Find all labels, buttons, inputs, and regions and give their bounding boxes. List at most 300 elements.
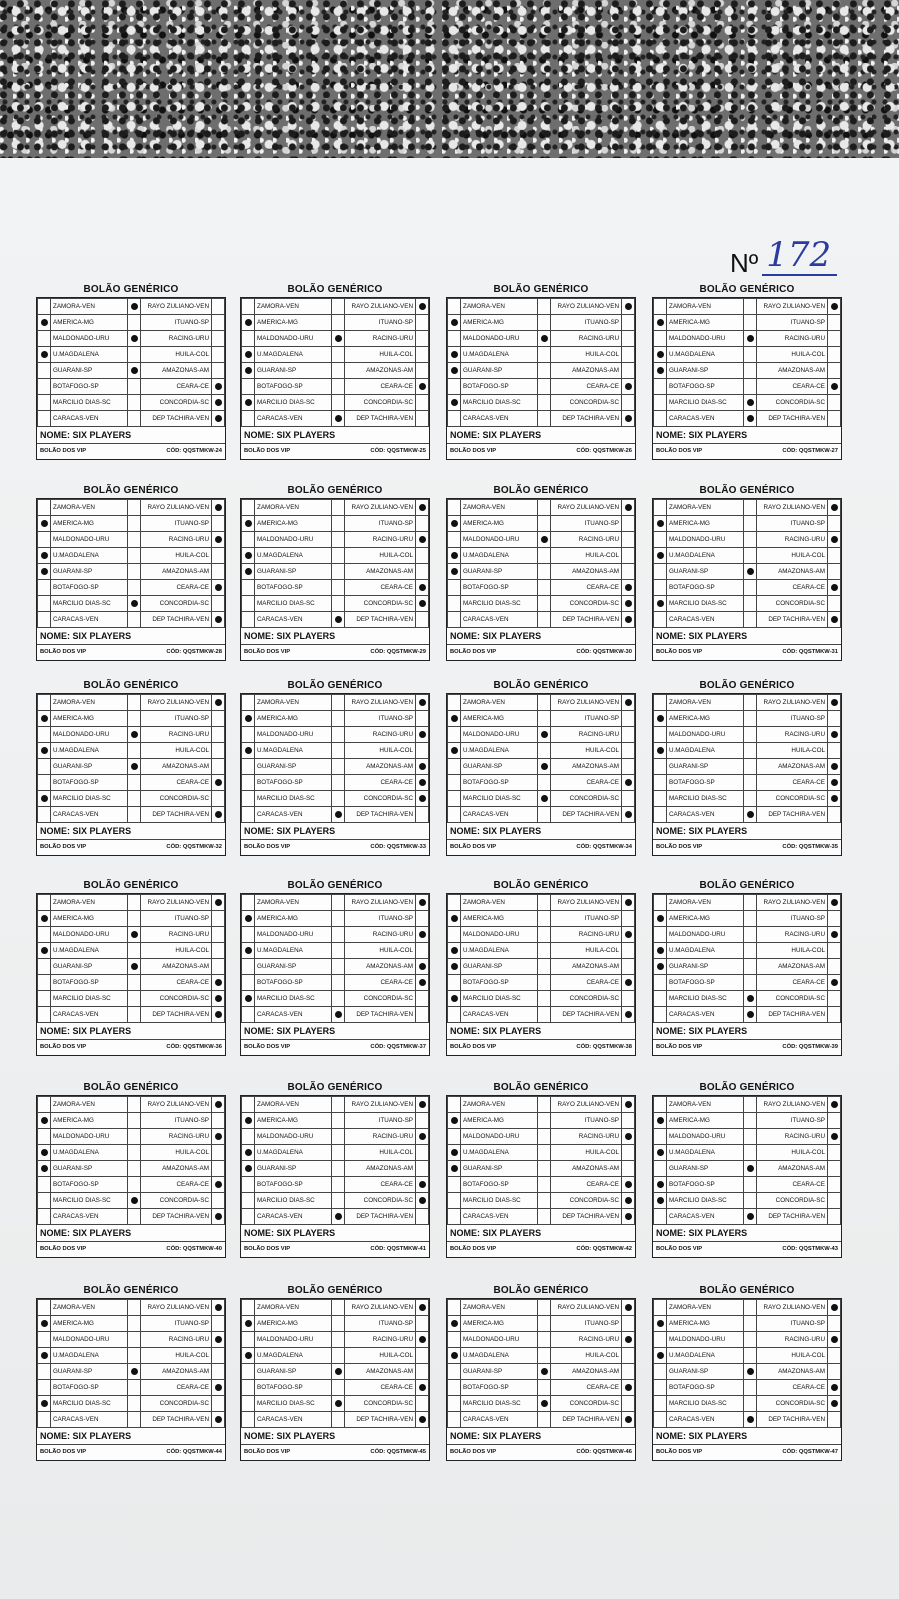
- home-mark-cell: [242, 532, 255, 548]
- pick-mark: [419, 963, 426, 970]
- home-mark-cell: [654, 727, 667, 743]
- pick-mark: [41, 1352, 48, 1359]
- away-mark-cell: [828, 1332, 841, 1348]
- away-mark-cell: [622, 580, 635, 596]
- away-mark-cell: [416, 1364, 429, 1380]
- home-mark-cell: [448, 395, 461, 411]
- ticket: [652, 483, 842, 661]
- pick-mark: [451, 1149, 458, 1156]
- game-row: [38, 1209, 225, 1225]
- home-mark-cell: [448, 991, 461, 1007]
- away-mark-cell: [416, 1145, 429, 1161]
- ticket-footer-label: BOLÃO DOS VIP: [244, 649, 291, 655]
- game-row: [654, 1364, 841, 1380]
- home-team: ZAMORA-VEN: [51, 1097, 128, 1113]
- ticket-footer: [241, 1040, 429, 1055]
- home-team: MALDONADO-URU: [255, 1129, 332, 1145]
- ticket-code: CÓD: QQSTMKW-44: [166, 1449, 222, 1455]
- ticket-footer-label: BOLÃO DOS VIP: [40, 649, 87, 655]
- away-mark-cell: [416, 315, 429, 331]
- home-mark-cell: [38, 991, 51, 1007]
- home-mark-cell: [654, 1364, 667, 1380]
- ticket-footer-label: BOLÃO DOS VIP: [656, 844, 703, 850]
- draw-mark-cell: [128, 564, 141, 580]
- away-mark-cell: [416, 1348, 429, 1364]
- away-team: RACING-URU: [345, 532, 416, 548]
- away-mark-cell: [416, 580, 429, 596]
- pick-mark: [625, 699, 632, 706]
- home-team: MARCILIO DIAS-SC: [667, 1193, 744, 1209]
- away-mark-cell: [212, 1396, 225, 1412]
- game-row: [448, 363, 635, 379]
- away-team: RACING-URU: [757, 532, 828, 548]
- home-mark-cell: [654, 711, 667, 727]
- draw-mark-cell: [332, 315, 345, 331]
- home-team: CARACAS-VEN: [667, 1412, 744, 1428]
- away-team: CONCORDIA-SC: [757, 791, 828, 807]
- home-mark-cell: [654, 943, 667, 959]
- draw-mark-cell: [332, 959, 345, 975]
- home-mark-cell: [242, 1396, 255, 1412]
- game-row: [654, 500, 841, 516]
- game-row: [448, 927, 635, 943]
- ticket-code: CÓD: QQSTMKW-24: [166, 448, 222, 454]
- home-mark-cell: [654, 759, 667, 775]
- away-mark-cell: [212, 1209, 225, 1225]
- home-team: MALDONADO-URU: [255, 532, 332, 548]
- draw-mark-cell: [128, 695, 141, 711]
- home-mark-cell: [654, 315, 667, 331]
- home-mark-cell: [242, 959, 255, 975]
- draw-mark-cell: [128, 1113, 141, 1129]
- away-mark-cell: [212, 331, 225, 347]
- home-team: MARCILIO DIAS-SC: [667, 991, 744, 1007]
- pick-mark: [419, 600, 426, 607]
- game-row: [448, 1396, 635, 1412]
- game-row: [242, 1348, 429, 1364]
- home-team: U.MAGDALENA: [667, 943, 744, 959]
- ticket: [240, 483, 430, 661]
- game-row: [38, 695, 225, 711]
- ticket-footer: [653, 1242, 841, 1257]
- home-mark-cell: [654, 532, 667, 548]
- home-team: ZAMORA-VEN: [255, 500, 332, 516]
- draw-mark-cell: [128, 580, 141, 596]
- away-team: HUILA-COL: [551, 743, 622, 759]
- game-row: [38, 315, 225, 331]
- draw-mark-cell: [744, 1412, 757, 1428]
- game-row: [448, 807, 635, 823]
- away-team: DEP TACHIRA-VEN: [141, 1412, 212, 1428]
- home-team: ZAMORA-VEN: [461, 1300, 538, 1316]
- away-team: RACING-URU: [345, 727, 416, 743]
- pick-mark: [625, 1181, 632, 1188]
- draw-mark-cell: [744, 1348, 757, 1364]
- draw-mark-cell: [128, 943, 141, 959]
- draw-mark-cell: [332, 1209, 345, 1225]
- home-team: MARCILIO DIAS-SC: [255, 596, 332, 612]
- pick-mark: [419, 383, 426, 390]
- pick-mark: [451, 915, 458, 922]
- pick-mark: [131, 335, 138, 342]
- pick-mark: [215, 616, 222, 623]
- ticket-body: [36, 893, 226, 1056]
- ticket-name: NOME: SIX PLAYERS: [447, 823, 635, 840]
- pick-mark: [215, 415, 222, 422]
- away-mark-cell: [622, 564, 635, 580]
- home-team: CARACAS-VEN: [51, 612, 128, 628]
- away-team: ITUANO-SP: [757, 1316, 828, 1332]
- pick-mark: [657, 963, 664, 970]
- home-mark-cell: [38, 1380, 51, 1396]
- pick-mark: [245, 552, 252, 559]
- draw-mark-cell: [744, 743, 757, 759]
- away-team: ITUANO-SP: [757, 1113, 828, 1129]
- away-mark-cell: [622, 1113, 635, 1129]
- away-team: ITUANO-SP: [551, 711, 622, 727]
- home-team: MALDONADO-URU: [667, 727, 744, 743]
- game-row: [448, 516, 635, 532]
- away-team: ITUANO-SP: [345, 711, 416, 727]
- pick-mark: [625, 979, 632, 986]
- ticket-footer-label: BOLÃO DOS VIP: [656, 448, 703, 454]
- away-mark-cell: [212, 711, 225, 727]
- games-table: [447, 1299, 635, 1428]
- home-team: CARACAS-VEN: [461, 1209, 538, 1225]
- ticket-footer-label: BOLÃO DOS VIP: [244, 1449, 291, 1455]
- home-mark-cell: [448, 1193, 461, 1209]
- home-team: AMERICA-MG: [51, 1113, 128, 1129]
- home-mark-cell: [38, 1145, 51, 1161]
- ticket-footer-label: BOLÃO DOS VIP: [244, 844, 291, 850]
- games-table: [447, 499, 635, 628]
- draw-mark-cell: [538, 775, 551, 791]
- away-mark-cell: [212, 991, 225, 1007]
- pick-mark: [245, 1320, 252, 1327]
- game-row: [242, 363, 429, 379]
- away-team: CONCORDIA-SC: [141, 596, 212, 612]
- away-mark-cell: [622, 711, 635, 727]
- ticket-footer: [241, 840, 429, 855]
- away-team: ITUANO-SP: [141, 516, 212, 532]
- draw-mark-cell: [538, 1145, 551, 1161]
- away-mark-cell: [622, 516, 635, 532]
- home-mark-cell: [448, 347, 461, 363]
- home-mark-cell: [242, 347, 255, 363]
- away-team: CEARA-CE: [757, 975, 828, 991]
- home-mark-cell: [448, 695, 461, 711]
- home-team: CARACAS-VEN: [255, 1007, 332, 1023]
- away-mark-cell: [416, 991, 429, 1007]
- draw-mark-cell: [128, 895, 141, 911]
- draw-mark-cell: [538, 315, 551, 331]
- draw-mark-cell: [538, 1380, 551, 1396]
- ticket-footer-label: BOLÃO DOS VIP: [450, 844, 497, 850]
- draw-mark-cell: [128, 1209, 141, 1225]
- home-mark-cell: [38, 315, 51, 331]
- away-team: RACING-URU: [757, 727, 828, 743]
- home-mark-cell: [448, 379, 461, 395]
- draw-mark-cell: [332, 991, 345, 1007]
- home-mark-cell: [242, 564, 255, 580]
- game-row: [38, 927, 225, 943]
- away-mark-cell: [212, 1161, 225, 1177]
- home-mark-cell: [654, 807, 667, 823]
- pick-mark: [451, 963, 458, 970]
- home-mark-cell: [38, 727, 51, 743]
- game-row: [654, 395, 841, 411]
- game-row: [242, 1113, 429, 1129]
- draw-mark-cell: [538, 1097, 551, 1113]
- away-mark-cell: [828, 548, 841, 564]
- home-team: CARACAS-VEN: [667, 1209, 744, 1225]
- ticket-code: CÓD: QQSTMKW-37: [370, 1044, 426, 1050]
- draw-mark-cell: [744, 1177, 757, 1193]
- home-mark-cell: [448, 943, 461, 959]
- home-mark-cell: [448, 516, 461, 532]
- game-row: [448, 911, 635, 927]
- ticket-code: CÓD: QQSTMKW-47: [782, 1449, 838, 1455]
- ticket-footer-label: BOLÃO DOS VIP: [450, 1246, 497, 1252]
- draw-mark-cell: [128, 759, 141, 775]
- home-mark-cell: [242, 1129, 255, 1145]
- draw-mark-cell: [538, 807, 551, 823]
- draw-mark-cell: [332, 1129, 345, 1145]
- games-table: [37, 1299, 225, 1428]
- away-team: AMAZONAS-AM: [345, 1364, 416, 1380]
- game-row: [448, 1177, 635, 1193]
- away-team: HUILA-COL: [141, 548, 212, 564]
- away-mark-cell: [416, 895, 429, 911]
- home-team: GUARANI-SP: [461, 959, 538, 975]
- home-team: U.MAGDALENA: [461, 1145, 538, 1161]
- home-mark-cell: [654, 743, 667, 759]
- draw-mark-cell: [744, 759, 757, 775]
- away-team: HUILA-COL: [551, 1348, 622, 1364]
- pick-mark: [419, 584, 426, 591]
- home-mark-cell: [448, 1097, 461, 1113]
- home-mark-cell: [242, 1161, 255, 1177]
- pick-mark: [215, 1213, 222, 1220]
- draw-mark-cell: [744, 331, 757, 347]
- home-team: CARACAS-VEN: [51, 1209, 128, 1225]
- pick-mark: [625, 1197, 632, 1204]
- draw-mark-cell: [128, 1348, 141, 1364]
- away-team: RAYO ZULIANO-VEN: [141, 895, 212, 911]
- draw-mark-cell: [744, 1316, 757, 1332]
- home-mark-cell: [38, 759, 51, 775]
- home-mark-cell: [654, 791, 667, 807]
- game-row: [654, 1007, 841, 1023]
- draw-mark-cell: [744, 299, 757, 315]
- home-mark-cell: [654, 379, 667, 395]
- game-row: [654, 1113, 841, 1129]
- pick-mark: [831, 1400, 838, 1407]
- game-row: [654, 927, 841, 943]
- away-mark-cell: [212, 1364, 225, 1380]
- home-team: GUARANI-SP: [255, 959, 332, 975]
- game-row: [448, 548, 635, 564]
- ticket: [652, 1283, 842, 1461]
- home-mark-cell: [654, 1129, 667, 1145]
- away-mark-cell: [416, 500, 429, 516]
- game-row: [38, 596, 225, 612]
- home-mark-cell: [448, 895, 461, 911]
- draw-mark-cell: [538, 1161, 551, 1177]
- home-team: GUARANI-SP: [461, 363, 538, 379]
- draw-mark-cell: [332, 564, 345, 580]
- home-mark-cell: [38, 791, 51, 807]
- away-team: AMAZONAS-AM: [757, 759, 828, 775]
- ticket-footer: [447, 1040, 635, 1055]
- home-mark-cell: [654, 564, 667, 580]
- away-mark-cell: [622, 943, 635, 959]
- game-row: [448, 331, 635, 347]
- ticket-footer: [241, 1242, 429, 1257]
- pick-mark: [831, 383, 838, 390]
- home-mark-cell: [448, 612, 461, 628]
- ticket-code: CÓD: QQSTMKW-41: [370, 1246, 426, 1252]
- ticket-footer: [653, 444, 841, 459]
- home-mark-cell: [448, 331, 461, 347]
- away-team: CEARA-CE: [141, 1380, 212, 1396]
- home-mark-cell: [448, 564, 461, 580]
- away-team: RAYO ZULIANO-VEN: [345, 695, 416, 711]
- home-mark-cell: [448, 1412, 461, 1428]
- pick-mark: [831, 979, 838, 986]
- away-team: ITUANO-SP: [551, 911, 622, 927]
- away-team: AMAZONAS-AM: [757, 564, 828, 580]
- home-team: U.MAGDALENA: [255, 943, 332, 959]
- draw-mark-cell: [744, 1300, 757, 1316]
- away-mark-cell: [212, 759, 225, 775]
- home-mark-cell: [654, 331, 667, 347]
- home-team: GUARANI-SP: [51, 363, 128, 379]
- away-mark-cell: [622, 395, 635, 411]
- away-mark-cell: [416, 1097, 429, 1113]
- game-row: [242, 1145, 429, 1161]
- home-mark-cell: [38, 1177, 51, 1193]
- home-team: BOTAFOGO-SP: [51, 379, 128, 395]
- pick-mark: [747, 1011, 754, 1018]
- game-row: [38, 895, 225, 911]
- home-mark-cell: [38, 1412, 51, 1428]
- draw-mark-cell: [332, 743, 345, 759]
- game-row: [242, 895, 429, 911]
- home-team: CARACAS-VEN: [255, 1209, 332, 1225]
- away-team: CEARA-CE: [345, 775, 416, 791]
- home-mark-cell: [654, 612, 667, 628]
- home-mark-cell: [654, 548, 667, 564]
- draw-mark-cell: [538, 548, 551, 564]
- home-mark-cell: [242, 1113, 255, 1129]
- home-team: MARCILIO DIAS-SC: [667, 1396, 744, 1412]
- away-mark-cell: [622, 532, 635, 548]
- ticket-footer: [37, 1040, 225, 1055]
- home-team: ZAMORA-VEN: [51, 500, 128, 516]
- ticket-code: CÓD: QQSTMKW-30: [576, 649, 632, 655]
- home-team: MARCILIO DIAS-SC: [51, 596, 128, 612]
- home-mark-cell: [654, 695, 667, 711]
- home-mark-cell: [242, 807, 255, 823]
- away-team: AMAZONAS-AM: [345, 363, 416, 379]
- draw-mark-cell: [332, 727, 345, 743]
- pick-mark: [451, 1352, 458, 1359]
- draw-mark-cell: [538, 612, 551, 628]
- draw-mark-cell: [332, 775, 345, 791]
- home-team: CARACAS-VEN: [255, 612, 332, 628]
- draw-mark-cell: [538, 596, 551, 612]
- ticket-footer-label: BOLÃO DOS VIP: [656, 1246, 703, 1252]
- home-mark-cell: [242, 1316, 255, 1332]
- pick-mark: [245, 568, 252, 575]
- game-row: [242, 1007, 429, 1023]
- ticket-footer: [37, 444, 225, 459]
- home-team: ZAMORA-VEN: [51, 895, 128, 911]
- home-mark-cell: [242, 1209, 255, 1225]
- away-mark-cell: [828, 959, 841, 975]
- home-mark-cell: [242, 1380, 255, 1396]
- game-row: [38, 911, 225, 927]
- draw-mark-cell: [128, 548, 141, 564]
- home-team: BOTAFOGO-SP: [461, 775, 538, 791]
- game-row: [448, 347, 635, 363]
- pick-mark: [451, 747, 458, 754]
- games-table: [37, 499, 225, 628]
- home-team: AMERICA-MG: [255, 1316, 332, 1332]
- game-row: [448, 1193, 635, 1209]
- draw-mark-cell: [332, 580, 345, 596]
- game-row: [448, 959, 635, 975]
- home-mark-cell: [448, 1145, 461, 1161]
- ticket-title: BOLÃO GENÉRICO: [83, 485, 179, 496]
- ticket-footer: [653, 1445, 841, 1460]
- draw-mark-cell: [332, 1300, 345, 1316]
- ticket-footer-label: BOLÃO DOS VIP: [656, 1449, 703, 1455]
- pick-mark: [625, 811, 632, 818]
- pick-mark: [747, 568, 754, 575]
- games-table: [37, 298, 225, 427]
- game-row: [448, 1332, 635, 1348]
- home-team: MALDONADO-URU: [51, 727, 128, 743]
- game-row: [654, 564, 841, 580]
- home-team: MALDONADO-URU: [461, 1129, 538, 1145]
- draw-mark-cell: [538, 975, 551, 991]
- home-mark-cell: [448, 532, 461, 548]
- draw-mark-cell: [128, 596, 141, 612]
- away-team: DEP TACHIRA-VEN: [757, 1007, 828, 1023]
- game-row: [38, 1332, 225, 1348]
- away-mark-cell: [828, 1316, 841, 1332]
- pick-mark: [131, 600, 138, 607]
- home-mark-cell: [242, 395, 255, 411]
- game-row: [242, 1177, 429, 1193]
- game-row: [38, 1097, 225, 1113]
- home-mark-cell: [38, 711, 51, 727]
- game-row: [448, 1145, 635, 1161]
- home-team: ZAMORA-VEN: [667, 895, 744, 911]
- home-team: MARCILIO DIAS-SC: [255, 1396, 332, 1412]
- home-mark-cell: [38, 1300, 51, 1316]
- home-mark-cell: [242, 975, 255, 991]
- ticket-code: CÓD: QQSTMKW-43: [782, 1246, 838, 1252]
- away-mark-cell: [622, 1177, 635, 1193]
- home-team: BOTAFOGO-SP: [667, 1380, 744, 1396]
- home-team: MALDONADO-URU: [255, 331, 332, 347]
- ticket-name: NOME: SIX PLAYERS: [447, 628, 635, 645]
- draw-mark-cell: [744, 516, 757, 532]
- away-mark-cell: [828, 363, 841, 379]
